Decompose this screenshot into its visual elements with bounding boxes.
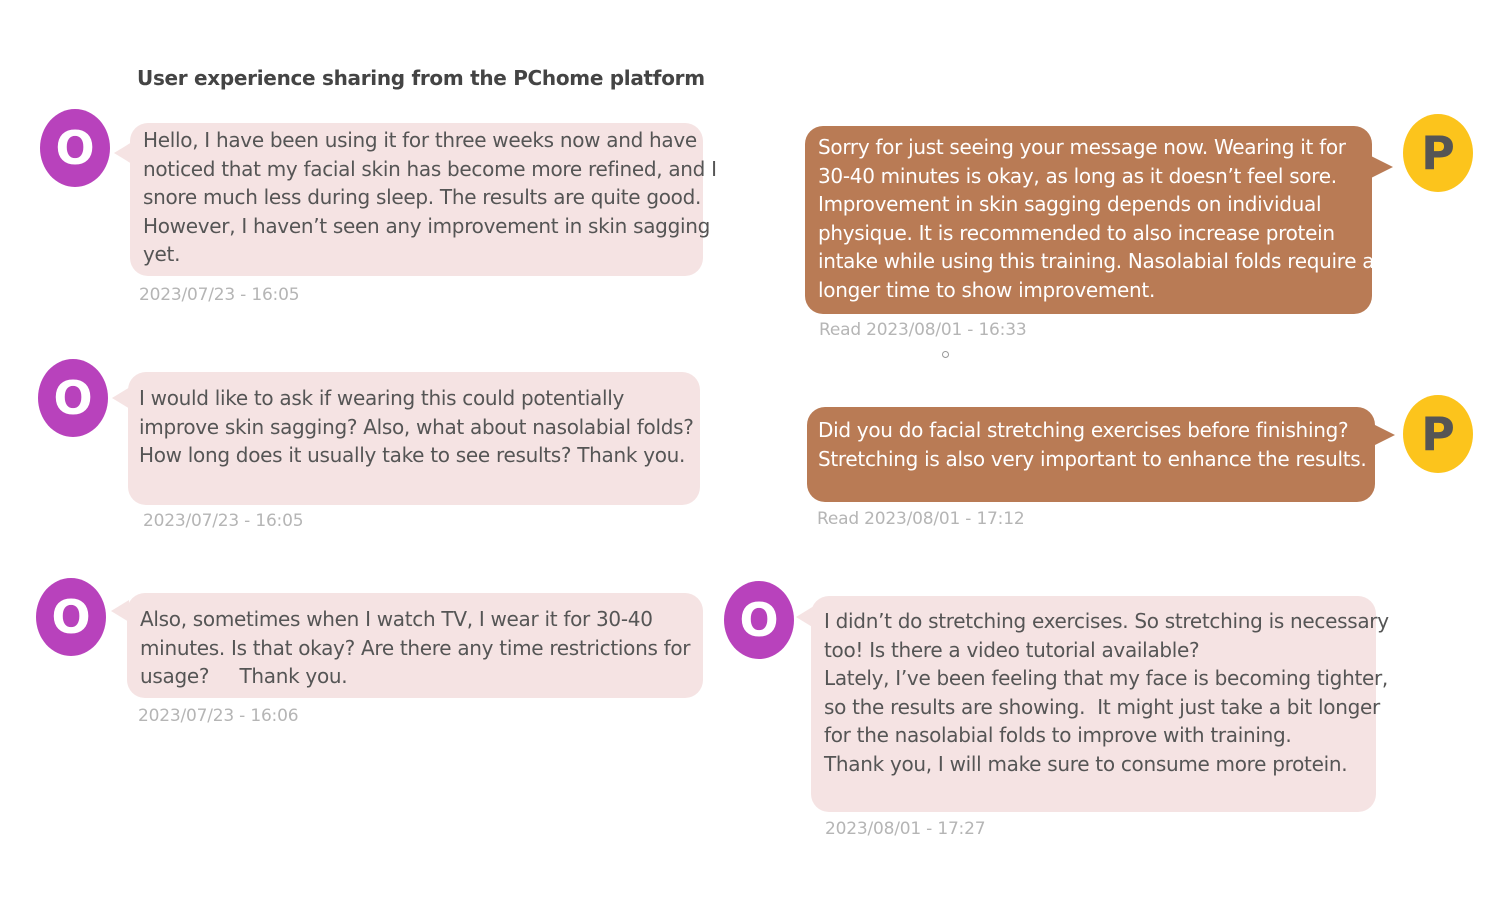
message-line: How long does it usually take to see results? Thank you.: [139, 443, 686, 468]
page-title: User experience sharing from the PChome platform: [137, 66, 705, 90]
user-avatar: O: [724, 581, 794, 659]
message-bubble-3: [127, 593, 703, 698]
message-line: Sorry for just seeing your message now. Wearing it for: [818, 135, 1346, 159]
message-line: However, I haven’t seen any improvement in skin sagging: [143, 213, 710, 238]
message-line: too! Is there a video tutorial available?: [824, 637, 1200, 662]
message-line: Also, sometimes when I watch TV, I wear it for 30-40: [140, 607, 653, 631]
message-line: Stretching is also very important to enhance the results.: [818, 446, 1367, 471]
message-line: snore much less during sleep. The results are quite good.: [143, 185, 702, 210]
message-timestamp: 2023/08/01 - 17:27: [825, 819, 986, 839]
message-line: 30-40 minutes is okay, as long as it doesn’t feel sore.: [818, 163, 1337, 188]
message-line: for the nasolabial folds to improve with training.: [824, 723, 1292, 748]
message-bubble-2: [128, 372, 700, 505]
user-avatar: O: [36, 578, 106, 656]
bubble-tail: [1373, 424, 1395, 446]
message-line: Thank you, I will make sure to consume more protein.: [824, 751, 1348, 776]
staff-avatar: P: [1403, 114, 1473, 192]
message-line: so the results are showing. It might just take a bit longer: [824, 694, 1380, 719]
message-line: I would like to ask if wearing this could potentially: [139, 386, 625, 410]
divider-dot: [942, 351, 949, 358]
read-timestamp: Read 2023/08/01 - 16:33: [819, 320, 1027, 340]
staff-avatar: P: [1403, 395, 1473, 473]
message-line: usage? Thank you.: [140, 664, 348, 689]
user-avatar: O: [38, 359, 108, 437]
message-line: physique. It is recommended to also increase protein: [818, 220, 1335, 245]
message-line: noticed that my facial skin has become more refined, and I: [143, 156, 717, 181]
message-line: Lately, I’ve been feeling that my face is becoming tighter,: [824, 666, 1388, 691]
message-line: intake while using this training. Nasolabial folds require a: [818, 249, 1375, 274]
message-line: longer time to show improvement.: [818, 277, 1156, 302]
message-line: Did you do facial stretching exercises before finishing?: [818, 418, 1349, 442]
message-bubble-5: [807, 407, 1375, 502]
message-timestamp: 2023/07/23 - 16:05: [143, 511, 304, 531]
message-line: Improvement in skin sagging depends on individual: [818, 192, 1322, 217]
user-avatar: O: [40, 109, 110, 187]
message-line: yet.: [143, 242, 181, 267]
bubble-tail: [1371, 156, 1393, 178]
read-timestamp: Read 2023/08/01 - 17:12: [817, 509, 1025, 529]
message-timestamp: 2023/07/23 - 16:06: [138, 706, 299, 726]
message-line: I didn’t do stretching exercises. So stretching is necessary: [824, 609, 1389, 633]
message-timestamp: 2023/07/23 - 16:05: [139, 285, 300, 305]
message-bubble-6: [811, 596, 1389, 812]
message-line: improve skin sagging? Also, what about nasolabial folds?: [139, 414, 694, 439]
message-bubble-1: [130, 123, 717, 276]
message-line: minutes. Is that okay? Are there any time restrictions for: [140, 635, 691, 660]
message-line: Hello, I have been using it for three weeks now and have: [143, 128, 697, 152]
message-bubble-4: [805, 126, 1375, 314]
